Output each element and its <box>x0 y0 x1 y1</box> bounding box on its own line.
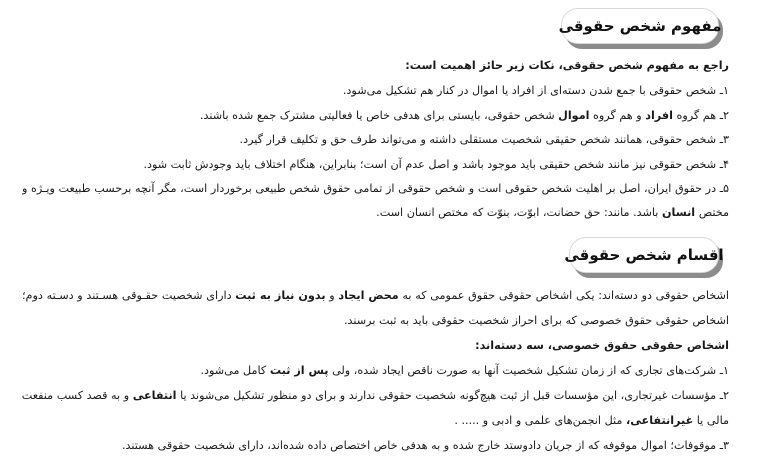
paragraph-item: ۱ـ شرکت‌های تجاری که از زمان تشکیل شخصیت آنها به صورت ناقص ایجاد شده، ولی پس از ثبت کامل می‌شود. <box>200 364 729 377</box>
paragraph-item: ۳ـ موقوفات؛ اموال موقوفه که از جریان دادوستد خارج شده و به هدفی خاص اختصاص داده شده‌اند، دارای شخصیت حقوقی هستند. <box>121 439 729 452</box>
paragraph-item: ۲ـ هم گروه افراد و هم گروه اموال شخص حقوقی، بایستی برای هدفی خاص یا فعالیتی مشترک جمع شده باشند. <box>199 109 729 122</box>
subsection-heading: اشخاص حقوقی حقوق خصوصی، سه دسته‌اند: <box>475 339 729 352</box>
paragraph-item: ۱ـ شخص حقوقی با جمع شدن دسته‌ای از افراد یا اموال در کنار هم تشکیل می‌شود. <box>342 84 729 97</box>
paragraph-text: اشخاص حقوقی دو دسته‌اند: یکی اشخاص حقوقی حقوق عمومی که به محض ایجاد و بدون نیاز به ثبت دارای شخصیت حقـوقی هسـتند و دسـته دوم؛ <box>22 289 729 302</box>
section-title: مفهوم شخص حقوقی <box>558 17 722 35</box>
paragraph-item: ۳ـ شخص حقوقی، همانند شخص حقیقی شخصیت مستقلی داشته و می‌تواند طرف حق و تکلیف قرار گیرد. <box>239 133 729 146</box>
section-intro: راجع به مفهوم شخص حقوقی، نکات زیر حائز اهمیت است: <box>405 59 729 72</box>
section-heading-types <box>564 237 724 273</box>
paragraph-item: ۵ـ در حقوق ایران، اصل بر اهلیت شخص حقوقی است و شخص حقوقی از تمامی حقوق شخص طبیعی برخوردار است، مگر آنچه برحسب طبیعت ویـژه و <box>22 182 729 195</box>
paragraph-continuation: اشخاص حقوقی حقوق خصوصی که برای احراز شخصیت حقوقی باید به ثبت برسند. <box>343 314 729 327</box>
paragraph-item: ۴ـ شخص حقوقی نیز مانند شخص حقیقی باید موجود باشد و اصل عدم آن است؛ بنابراین، هنگام اختلاف باید وجودش ثابت شود. <box>143 158 729 171</box>
paragraph-continuation: مالی یا غیرانتفاعی، مثل انجمن‌های علمی و ادبی و ..... . <box>454 414 729 427</box>
section-heading-concept <box>558 8 722 44</box>
section-title: اقسام شخص حقوقی <box>564 246 724 264</box>
paragraph-continuation: مختص انسان باشد. مانند: حق حضانت، ابوّت، بنوّت که مختص انسان است. <box>376 206 729 219</box>
paragraph-item: ۲ـ مؤسسات غیرتجاری، این مؤسسات قبل از ثبت هیچ‌گونه شخصیت حقوقی ندارند و برای دو منظور تشکیل می‌شوند یا انتفاعی و به قصد کسب منفعت <box>22 389 729 402</box>
